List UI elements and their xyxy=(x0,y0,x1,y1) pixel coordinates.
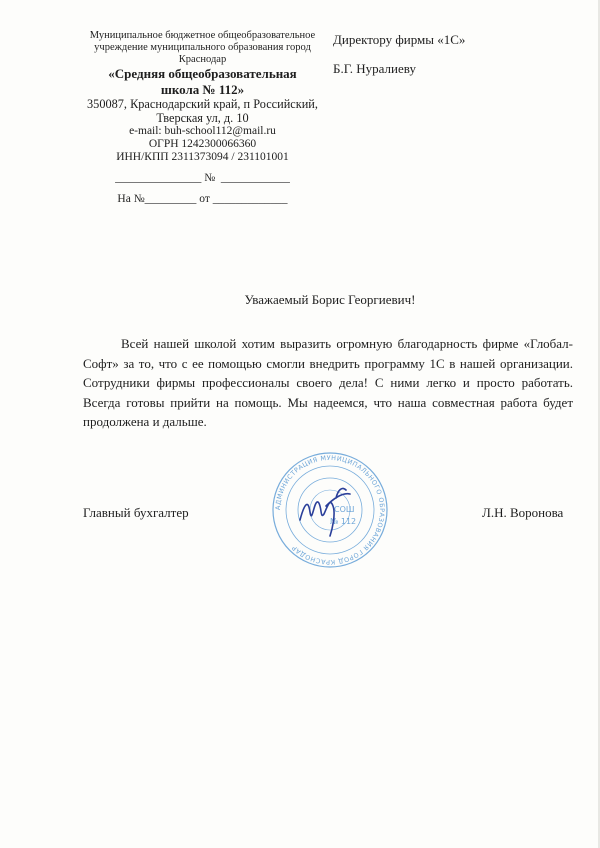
body-paragraph: Всей нашей школой хотим выразить огромную благодарность фирме «Глобал-Софт» за то, что с ее помощью смогли внедрить программу 1С в нашей организации. Сотрудники фирмы профессионалы своего дела! С ними легко и просто работать. Всегда готовы прийти на помощь. Мы надеемся, что наша совместная работа будет продолжена и дальше. xyxy=(83,336,573,429)
outgoing-number: _______________ № ____________ xyxy=(115,172,290,184)
school-name-line-2: школа № 112» xyxy=(160,81,245,97)
addressee-name: Б.Г. Нуралиеву xyxy=(333,61,416,76)
signatory-name: Л.Н. Воронова xyxy=(482,505,564,520)
org-line-3: Краснодар xyxy=(178,54,227,65)
addressee-position: Директору фирмы «1С» xyxy=(333,32,466,47)
stamp-center-1: СОШ xyxy=(334,505,355,514)
org-line-2: учреждение муниципального образования город xyxy=(94,42,311,53)
addressee xyxy=(333,32,465,90)
inn-kpp: ИНН/КПП 2311373094 / 231101001 xyxy=(116,151,289,163)
stamp-center-2: № 112 xyxy=(330,517,357,526)
reply-reference: На №_________ от _____________ xyxy=(117,193,288,205)
email: e-mail: buh-school112@mail.ru xyxy=(129,125,276,137)
letterhead xyxy=(80,30,325,206)
ogrn: ОГРН 1242300066360 xyxy=(148,138,257,150)
org-line-1: Муниципальное бюджетное общеобразовательное xyxy=(89,30,316,41)
salutation: Уважаемый Борис Георгиевич! xyxy=(244,292,416,307)
school-name-line-1: «Средняя общеобразовательная xyxy=(108,66,297,81)
official-stamp xyxy=(270,450,390,570)
letter-body xyxy=(83,334,573,432)
stamp-rings xyxy=(273,453,387,567)
stamp-outer-text: АДМИНИСТРАЦИЯ МУНИЦИПАЛЬНОГО ОБРАЗОВАНИЯ ГОРОД КРАСНОДАР xyxy=(273,453,387,567)
address-line-1: 350087, Краснодарский край, п Российский, xyxy=(87,97,318,111)
signatory-title: Главный бухгалтер xyxy=(83,505,189,520)
address-line-2: Тверская ул, д. 10 xyxy=(156,111,249,125)
